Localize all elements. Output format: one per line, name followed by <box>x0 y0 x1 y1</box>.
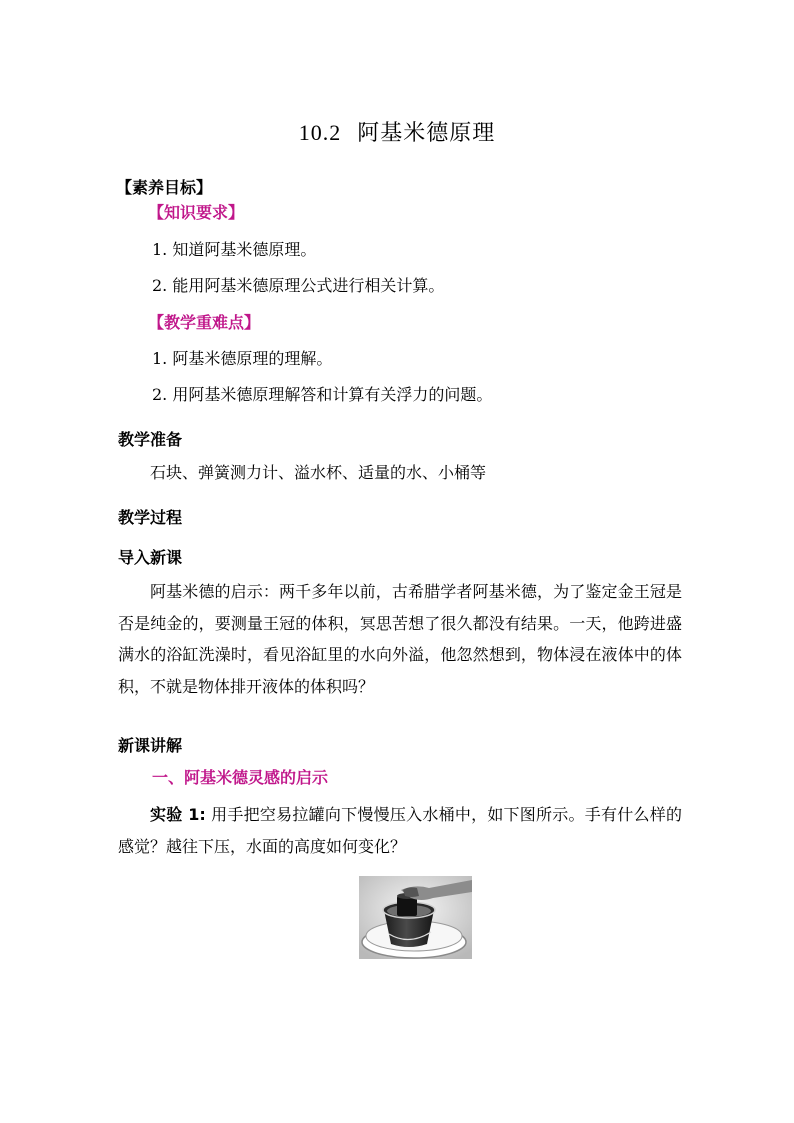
preparation-text: 石块、弹簧测力计、溢水杯、适量的水、小桶等 <box>150 463 487 482</box>
literacy-goal-heading: 【素养目标】 <box>116 178 213 197</box>
key-points-item-1: 1. 阿基米德原理的理解。 <box>152 349 333 368</box>
can-in-bucket-icon <box>359 876 472 959</box>
knowledge-heading: 【知识要求】 <box>148 203 245 222</box>
intro-paragraph: 阿基米德的启示：两千多年以前，古希腊学者阿基米德，为了鉴定金王冠是否是纯金的，要测量王冠的体积，冥思苦想了很久都没有结果。一天，他跨进盛满水的浴缸洗澡时，看见浴缸里的水向外溢，他忽然想到，物体浸在液体中的体积，不就是物体排开液体的体积吗？ <box>118 582 682 696</box>
experiment-text: 用手把空易拉罐向下慢慢压入水桶中，如下图所示。手有什么样的感觉？越往下压，水面的高度如何变化？ <box>118 805 682 856</box>
key-points-heading: 【教学重难点】 <box>148 313 261 332</box>
key-points-item-2: 2. 用阿基米德原理解答和计算有关浮力的问题。 <box>152 385 493 404</box>
knowledge-item-2: 2. 能用阿基米德原理公式进行相关计算。 <box>152 276 445 295</box>
intro-heading: 导入新课 <box>118 548 183 567</box>
experiment-paragraph <box>118 799 682 862</box>
preparation-heading: 教学准备 <box>118 430 183 449</box>
process-heading: 教学过程 <box>118 508 183 527</box>
title-number: 10.2 <box>298 120 342 145</box>
new-lesson-heading: 新课讲解 <box>118 736 183 755</box>
title-text: 阿基米德原理 <box>357 121 496 146</box>
experiment-photo <box>359 876 472 959</box>
knowledge-item-1: 1. 知道阿基米德原理。 <box>152 240 317 259</box>
experiment-label: 实验 1: <box>150 805 206 824</box>
page-title <box>0 116 794 147</box>
section1-heading: 一、阿基米德灵感的启示 <box>152 768 329 787</box>
